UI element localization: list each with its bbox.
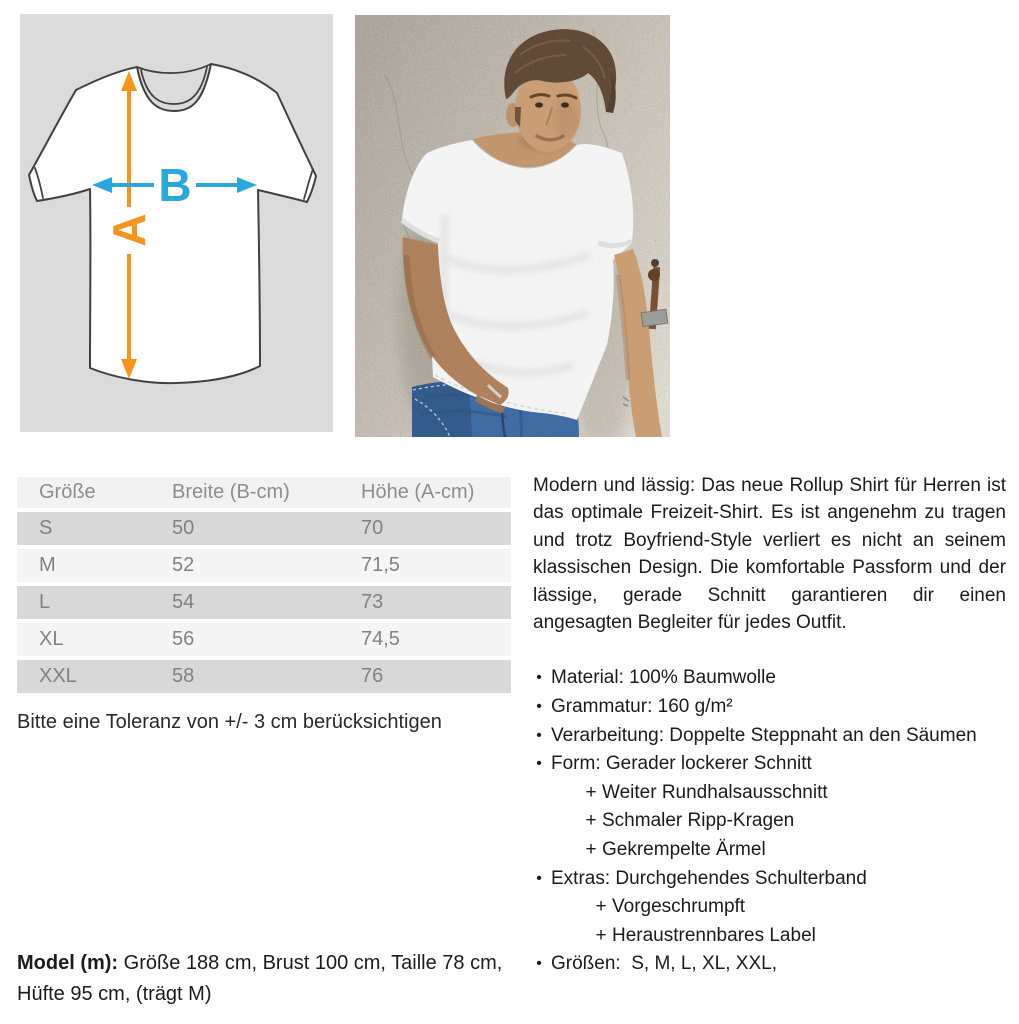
feature-text: Weiter Rundhalsausschnitt: [602, 781, 828, 803]
bullet-marker: •: [536, 869, 542, 887]
feature-item: [533, 950, 1006, 979]
size-value: 56: [172, 628, 195, 650]
size-label: M: [39, 554, 56, 576]
model-photo-art: [355, 15, 670, 437]
label-b: B: [158, 159, 192, 211]
size-label: S: [39, 517, 53, 539]
photo-grain-overlay: [355, 15, 670, 437]
model-info-label: Model (m):: [17, 952, 119, 974]
feature-list: [533, 664, 1006, 979]
feature-item: [533, 865, 1006, 894]
feature-item: [585, 779, 1006, 808]
size-label: XL: [39, 628, 64, 650]
size-value: 70: [361, 517, 384, 539]
column-header-size: Größe: [39, 481, 96, 503]
column-header-width: Breite (B-cm): [172, 481, 290, 503]
feature-text: Schmaler Ripp-Kragen: [602, 810, 795, 832]
size-diagram-panel: [20, 14, 333, 432]
size-value: 58: [172, 665, 195, 687]
feature-text: Gekrempelte Ärmel: [602, 839, 766, 860]
feature-text: Material: 100% Baumwolle: [551, 667, 776, 689]
bullet-marker: •: [536, 669, 542, 687]
bullet-marker: •: [536, 726, 542, 744]
feature-item: [595, 893, 1006, 922]
size-value: 74,5: [361, 628, 400, 650]
feature-text: Extras: Durchgehendes Schulterband: [551, 867, 867, 889]
size-value: 73: [361, 591, 384, 613]
tolerance-note: Bitte eine Toleranz von +/- 3 cm berücksichtigen: [17, 711, 442, 733]
size-table-body: [17, 512, 511, 693]
model-info: [17, 948, 529, 1010]
size-value: 52: [172, 554, 195, 576]
model-info-text: Größe 188 cm, Brust 100 cm, Taille 78 cm, Hüfte 95 cm, (trägt M): [17, 952, 503, 1005]
size-value: 76: [361, 665, 384, 687]
table-row: [17, 660, 511, 693]
bullet-marker: +: [585, 839, 597, 860]
size-value: 71,5: [361, 554, 400, 576]
size-table: [17, 477, 511, 697]
feature-item: [595, 922, 1006, 951]
bullet-marker: •: [536, 698, 542, 716]
bullet-marker: +: [585, 781, 597, 803]
size-label: XXL: [39, 665, 77, 687]
feature-item: [585, 836, 1006, 865]
bullet-marker: •: [536, 755, 542, 773]
feature-text: Form: Gerader lockerer Schnitt: [551, 753, 812, 775]
feature-item: [533, 664, 1006, 693]
bullet-marker: +: [585, 810, 597, 832]
feature-text: Vorgeschrumpft: [612, 896, 746, 918]
bullet-marker: •: [536, 955, 542, 973]
tshirt-measure-diagram: [20, 14, 333, 432]
feature-text: Grammatur: 160 g/m²: [551, 696, 733, 718]
feature-item: [533, 693, 1006, 722]
feature-item: [533, 750, 1006, 779]
size-value: 50: [172, 517, 195, 539]
model-photo: [355, 15, 670, 437]
feature-item: [533, 722, 1006, 751]
feature-text: Heraustrennbares Label: [612, 924, 816, 946]
table-row: [17, 623, 511, 656]
bullet-marker: +: [595, 924, 607, 946]
table-row: [17, 512, 511, 545]
table-row: [17, 549, 511, 582]
size-label: L: [39, 591, 51, 613]
description-paragraph: Modern und lässig: Das neue Rollup Shirt für Herren ist das optimale Freizeit-Shirt. Es ist angenehm zu tragen und trotz Boyfriend-Style verliert es nicht an seinem klassischen Design. Die komfortable Passform und der lässige, gerade Schnitt garantieren dir einen angesagten Begleiter für jedes Outfit.: [533, 475, 1006, 634]
feature-text: Verarbeitung: Doppelte Steppnaht an den Säumen: [551, 724, 977, 746]
bullet-marker: +: [595, 896, 607, 918]
label-a: A: [103, 213, 155, 247]
size-value: 54: [172, 591, 195, 613]
column-header-height: Höhe (A-cm): [361, 481, 475, 503]
feature-item: [585, 807, 1006, 836]
size-table-header: [17, 477, 511, 508]
product-description: [533, 472, 1006, 979]
feature-text: Größen: S, M, L, XL, XXL,: [551, 953, 777, 975]
table-row: [17, 586, 511, 619]
